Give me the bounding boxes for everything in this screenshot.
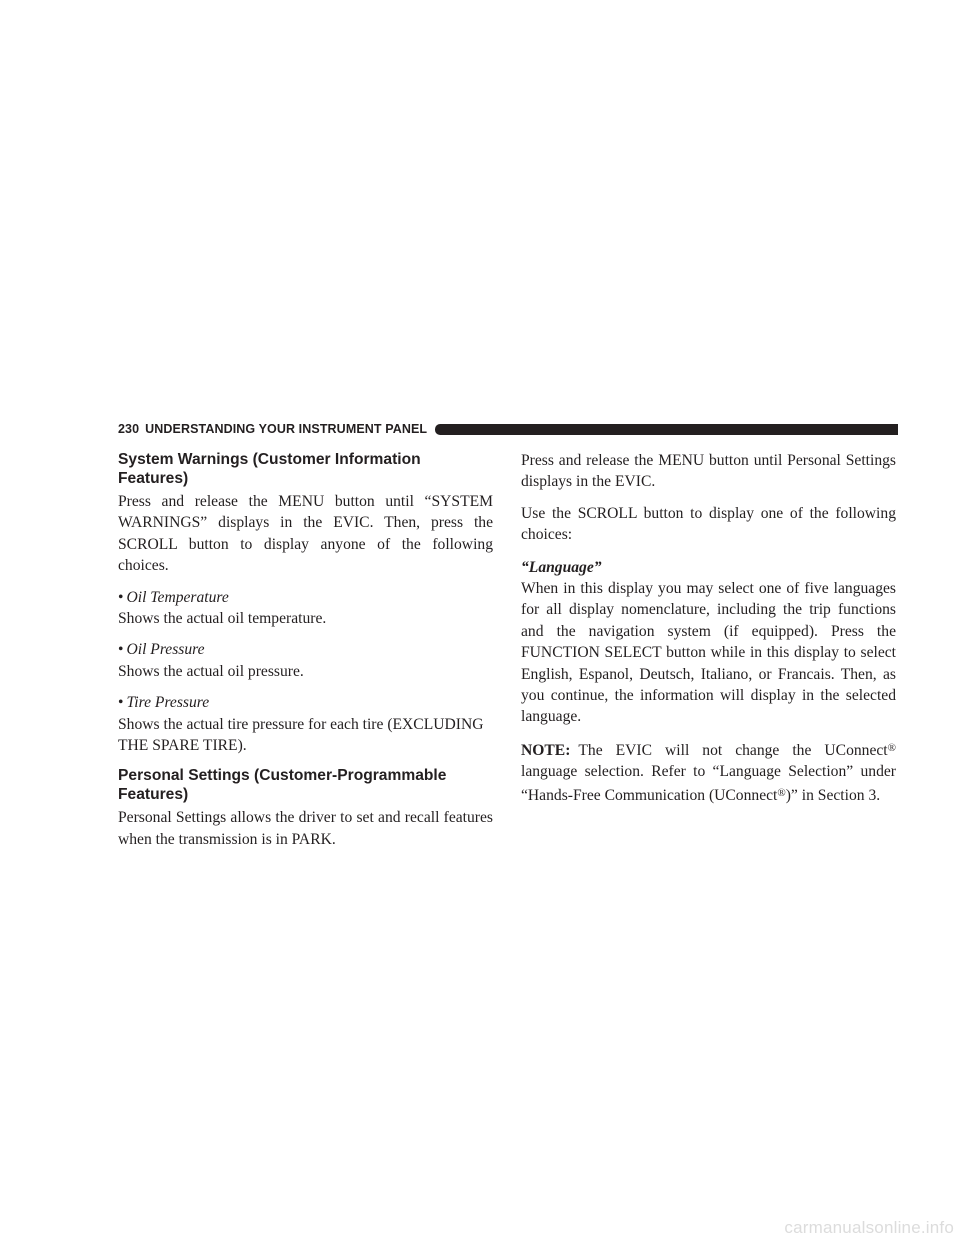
bullet-icon: • — [118, 641, 124, 659]
watermark: carmanualsonline.info — [784, 1218, 954, 1237]
system-warnings-intro: Press and release the MENU button until “SYSTEM WARNINGS” displays in the EVIC. Then, press the SCROLL button to display anyone of the following choices. — [118, 493, 493, 575]
section-title: UNDERSTANDING YOUR INSTRUMENT PANEL — [145, 422, 428, 436]
bullet-icon: • — [118, 588, 124, 606]
note-text: The EVIC will not change the UConnect — [578, 741, 888, 759]
right-column — [521, 450, 896, 806]
registered-mark: ® — [887, 741, 896, 754]
item-description: Shows the actual oil pressure. — [118, 662, 304, 680]
item-description: Shows the actual oil temperature. — [118, 610, 327, 628]
item-label: Tire Pressure — [126, 694, 210, 712]
registered-mark: ® — [777, 786, 786, 799]
left-column — [118, 450, 493, 850]
item-label: Oil Pressure — [126, 641, 205, 659]
menu-paragraph: Press and release the MENU button until Personal Settings displays in the EVIC. — [521, 452, 896, 491]
note-text: )” in Section 3. — [785, 786, 881, 804]
header-rule — [435, 424, 898, 435]
language-paragraph: When in this display you may select one of five languages for all display nomenclature, including the trip functions and the navigation system (if equipped). Press the FUNCTION SELECT button while in this display to select English, Espanol, Deutsch, Italiano, or Francais. Then, as you continue, the information will display in the selected language. — [521, 580, 896, 726]
system-warnings-heading: System Warnings (Customer Information Features) — [118, 451, 421, 487]
bullet-icon: • — [118, 694, 124, 712]
note-text: language selection. Refer to “Language Selection” under “Hands-Free Communication (UConnect — [521, 763, 896, 804]
item-description: Shows the actual tire pressure for each tire (EXCLUDING THE SPARE TIRE). — [118, 715, 484, 755]
personal-settings-heading: Personal Settings (Customer-Programmable Features) — [118, 767, 447, 804]
personal-settings-intro: Personal Settings allows the driver to set and recall features when the transmission is in PARK. — [118, 809, 493, 848]
note-paragraph — [521, 738, 896, 806]
scroll-paragraph: Use the SCROLL button to display one of the following choices: — [521, 504, 896, 544]
page-header — [118, 420, 898, 438]
list-item — [118, 639, 493, 660]
page-number: 230 — [118, 422, 140, 436]
list-item — [118, 692, 493, 713]
language-heading: “Language” — [521, 558, 602, 576]
note-label: NOTE: — [521, 741, 571, 759]
item-label: Oil Temperature — [126, 588, 229, 606]
list-item — [118, 587, 493, 608]
